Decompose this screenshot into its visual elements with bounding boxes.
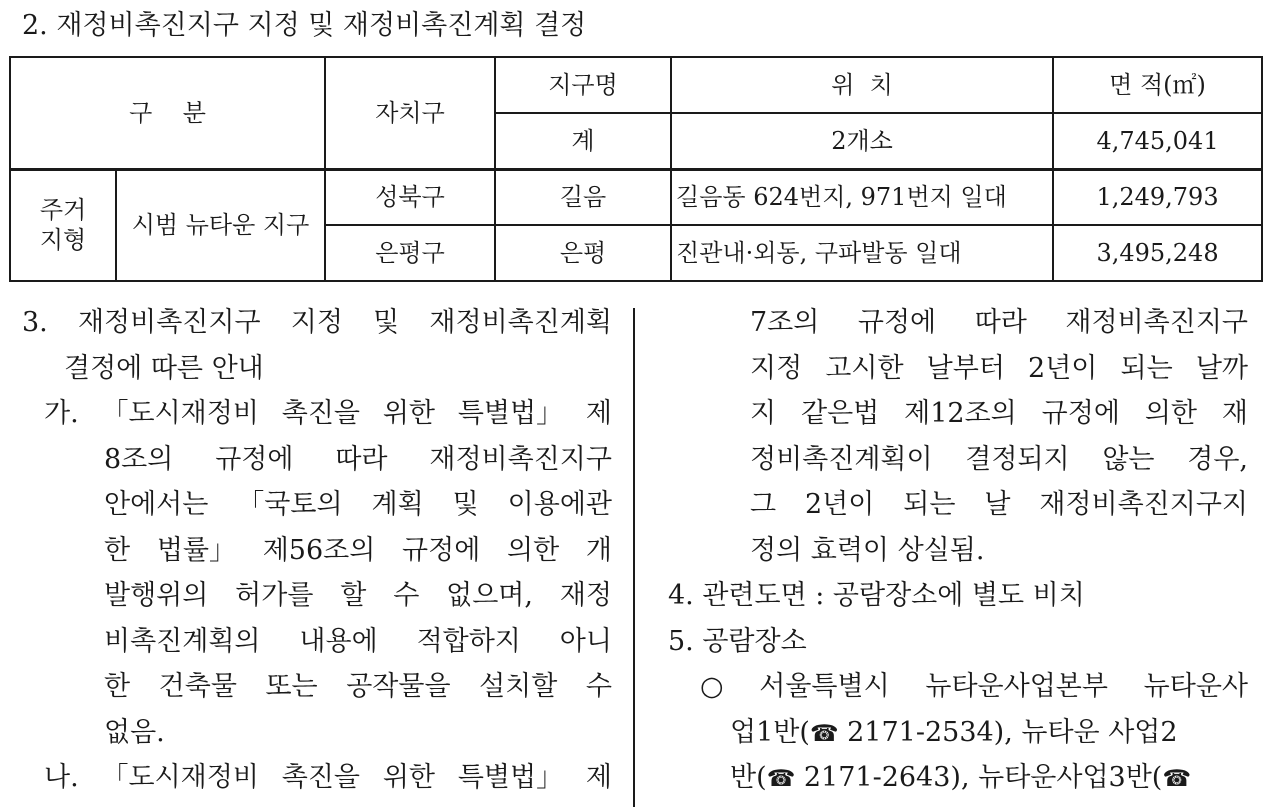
- word: 재정비촉진지구: [77, 307, 261, 338]
- word: 한: [104, 534, 131, 566]
- left-column: [22, 300, 612, 801]
- row-location: 길음동 624번지, 971번지 일대: [671, 169, 1053, 225]
- word: 제12조의: [904, 398, 1017, 429]
- text-line: [22, 300, 612, 346]
- word: 의한: [507, 534, 560, 566]
- group-type-line2: 지형: [39, 226, 87, 255]
- word: 되는: [1120, 352, 1173, 384]
- header-area: 면 적(㎡): [1053, 57, 1262, 113]
- text-line: 없음.: [104, 716, 165, 748]
- text-segment: 2171-2643), 뉴타운사업3반(: [795, 762, 1163, 793]
- word: 뉴타운사: [1143, 671, 1248, 702]
- word: 아니: [559, 625, 612, 657]
- word: 공작물을: [346, 671, 451, 702]
- word: 같은법: [801, 398, 880, 429]
- word: 법률」: [156, 534, 236, 566]
- section-heading: 2. 재정비촉진지구 지정 및 재정비촉진계획 결정: [22, 10, 587, 41]
- word: 제: [585, 398, 612, 429]
- word: 이용에관: [507, 489, 612, 520]
- row-zone-name: 은평: [495, 225, 671, 281]
- word: 고시한: [825, 352, 904, 384]
- word: 제56조의: [262, 534, 376, 566]
- word: 따라: [974, 307, 1027, 338]
- word: 정비촉진계획이: [750, 443, 933, 475]
- text-line: [750, 346, 1248, 392]
- word: 수: [585, 671, 612, 702]
- text-line: [44, 391, 612, 437]
- row-area: 3,495,248: [1053, 225, 1262, 281]
- word: 규정에: [1041, 398, 1120, 429]
- total-area: 4,745,041: [1053, 113, 1262, 169]
- header-category: 구 분: [10, 57, 325, 169]
- word: 「국토의: [237, 489, 343, 520]
- group-program: 시범 뉴타운 지구: [116, 169, 325, 281]
- word: 지정: [290, 307, 343, 338]
- word: 가.: [44, 398, 79, 429]
- word: 그: [750, 489, 777, 520]
- word: 내용에: [299, 625, 378, 657]
- text-line: [750, 391, 1248, 437]
- word: 및: [452, 489, 479, 520]
- text-line: [700, 664, 1248, 710]
- word: 경우,: [1187, 443, 1248, 475]
- word: 지: [750, 398, 777, 429]
- header-zone-name: 지구명: [495, 57, 671, 113]
- word: 수: [393, 580, 420, 611]
- word: 발행위의: [104, 580, 209, 611]
- word: 서울특별시: [759, 671, 890, 702]
- text-line: [104, 664, 612, 710]
- word: 안에서는: [104, 489, 209, 520]
- word: 뉴타운사업본부: [925, 671, 1108, 702]
- word: 되는: [903, 489, 956, 520]
- text-line: [668, 710, 1248, 756]
- word: 한: [104, 671, 131, 702]
- text-segment: 2171-2534), 뉴타운 사업2: [838, 716, 1178, 748]
- text-line: [104, 528, 612, 574]
- text-line: [44, 755, 612, 801]
- text-line: 4. 관련도면 : 공람장소에 별도 비치: [668, 580, 1085, 611]
- word: 특별법」: [457, 398, 564, 429]
- word: 위한: [382, 398, 435, 429]
- word: 비촉진계획의: [104, 625, 261, 657]
- text-line: [750, 300, 1248, 346]
- word: 날부터: [926, 352, 1005, 384]
- text-line: [750, 482, 1248, 528]
- total-label: 계: [495, 113, 671, 169]
- phone-icon: ☎: [809, 720, 839, 747]
- right-column: [668, 300, 1248, 801]
- word: 또는: [265, 671, 318, 702]
- header-district: 자치구: [325, 57, 495, 169]
- row-area: 1,249,793: [1053, 169, 1262, 225]
- district-area-table: [9, 56, 1263, 282]
- text-line: [104, 573, 612, 619]
- word: 특별법」: [457, 762, 564, 793]
- word: 2년이: [805, 489, 875, 520]
- word: 재정비촉진계획: [429, 307, 612, 338]
- text-line: [104, 619, 612, 665]
- word: 설치할: [479, 671, 558, 702]
- word: 할: [340, 580, 367, 611]
- word: 및: [373, 307, 400, 338]
- word: 따라: [335, 443, 388, 475]
- word: 재정비촉진지구지: [1039, 489, 1248, 520]
- word: 재정비촉진지구: [1065, 307, 1248, 338]
- header-location: 위 치: [671, 57, 1053, 113]
- word: 지정: [750, 352, 803, 384]
- text-line: [668, 755, 1248, 801]
- word: 허가를: [235, 580, 314, 611]
- word: 규정에: [857, 307, 937, 338]
- text-line: [750, 437, 1248, 483]
- phone-icon: ☎: [766, 766, 796, 792]
- word: 건축물: [158, 671, 237, 702]
- word: ○: [700, 671, 724, 702]
- word: 제: [585, 762, 612, 793]
- word: 재정: [559, 580, 612, 611]
- word: 의한: [1144, 398, 1197, 429]
- total-location: 2개소: [671, 113, 1053, 169]
- word: 2년이: [1028, 352, 1098, 384]
- word: 「도시재정비: [101, 762, 259, 793]
- word: 7조의: [750, 307, 820, 338]
- phone-icon: ☎: [1162, 766, 1191, 792]
- word: 날: [984, 489, 1011, 520]
- word: 촉진을: [281, 398, 360, 429]
- word: 3.: [22, 307, 48, 338]
- group-type: [10, 169, 116, 281]
- word: 재정비촉진지구: [429, 443, 612, 475]
- word: 날까: [1195, 352, 1248, 384]
- word: 적합하지: [416, 625, 521, 657]
- word: 않는: [1102, 443, 1155, 475]
- text-segment: 반(: [730, 762, 767, 793]
- word: 개: [585, 534, 612, 566]
- word: 결정되지: [965, 443, 1070, 475]
- word: 8조의: [104, 443, 174, 475]
- word: 계획: [371, 489, 424, 520]
- word: 「도시재정비: [101, 398, 259, 429]
- word: 재: [1221, 398, 1248, 429]
- row-district: 은평구: [325, 225, 495, 281]
- column-divider: [633, 308, 635, 807]
- text-segment: 업1반(: [730, 716, 810, 748]
- word: 촉진을: [281, 762, 360, 793]
- word: 규정에: [402, 534, 481, 566]
- row-location: 진관내·외동, 구파발동 일대: [671, 225, 1053, 281]
- word: 위한: [382, 762, 435, 793]
- word: 규정에: [215, 443, 294, 475]
- text-line: 정의 효력이 상실됨.: [750, 534, 985, 566]
- word: 없으며,: [446, 580, 533, 611]
- text-line: 결정에 따른 안내: [64, 352, 264, 384]
- row-district: 성북구: [325, 169, 495, 225]
- word: 나.: [44, 762, 79, 793]
- text-line: [104, 482, 612, 528]
- text-line: [104, 437, 612, 483]
- row-zone-name: 길음: [495, 169, 671, 225]
- group-type-line1: 주거: [39, 196, 87, 225]
- text-line: 5. 공람장소: [668, 625, 807, 657]
